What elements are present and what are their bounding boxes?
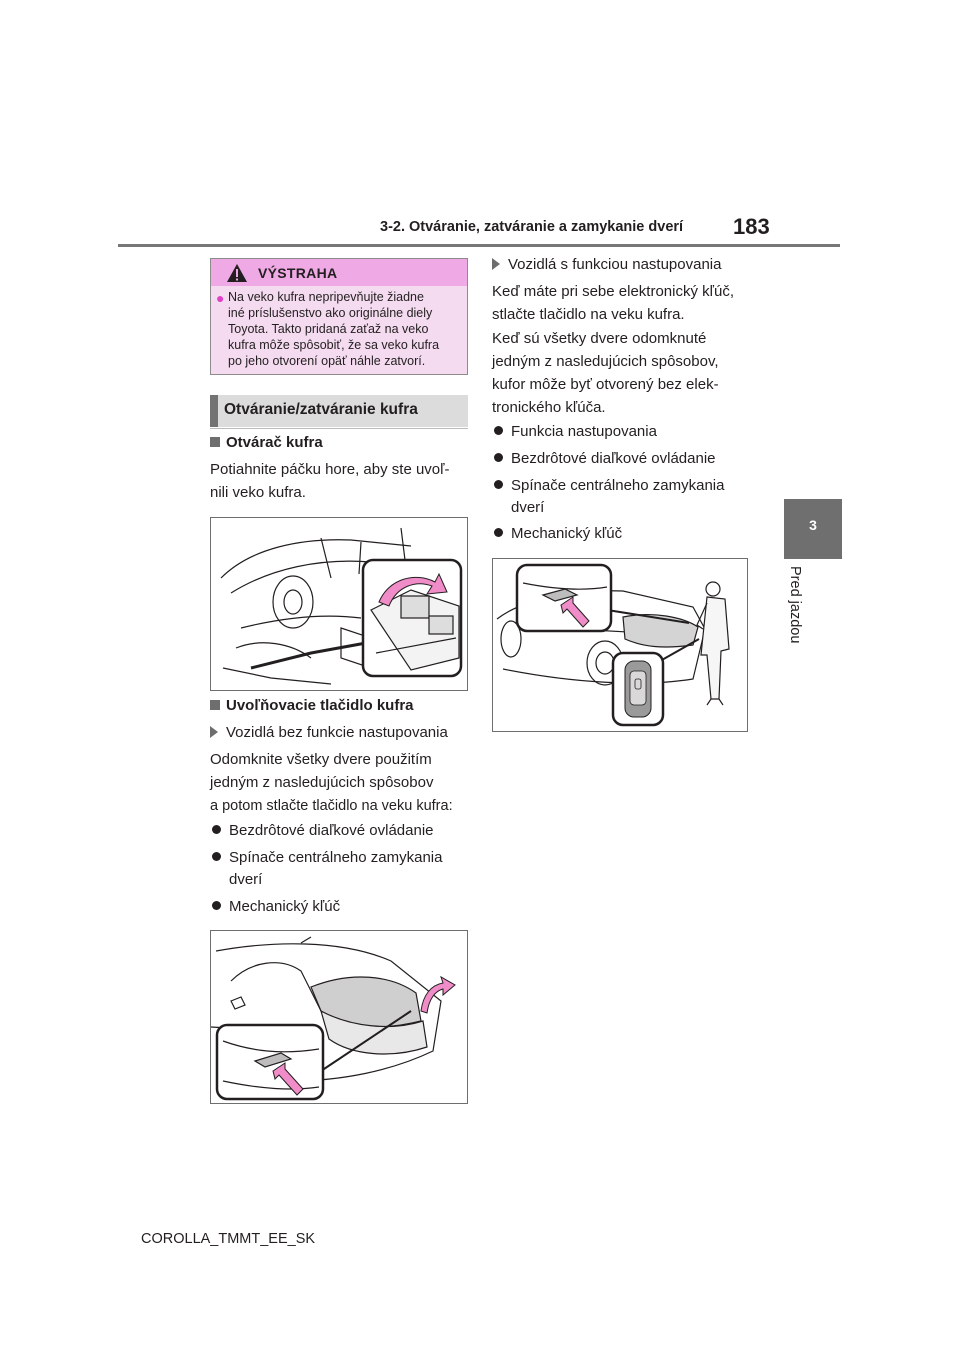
figure-trunk-opener bbox=[210, 517, 468, 691]
with-entry-text-line: jedným z nasledujúcich spôsobov, bbox=[492, 353, 719, 370]
list-item: Spínače centrálneho zamykania bbox=[494, 475, 724, 497]
section-breadcrumb: 3-2. Otváranie, zatváranie a zamykanie dverí bbox=[380, 219, 684, 235]
square-bullet-icon bbox=[210, 700, 220, 710]
no-entry-subheading: Vozidlá bez funkcie nastupovania bbox=[210, 722, 448, 744]
no-entry-text-line: jedným z nasledujúcich spôsobov bbox=[210, 774, 434, 791]
figure-trunk-button bbox=[210, 930, 468, 1104]
list-item: Bezdrôtové diaľkové ovládanie bbox=[212, 820, 434, 842]
list-item: Funkcia nastupovania bbox=[494, 421, 657, 443]
warning-bullet-icon: ● bbox=[216, 290, 225, 306]
section-title: Otváranie/zatváranie kufra bbox=[224, 401, 418, 418]
with-entry-text-line: tronického kľúča. bbox=[492, 399, 606, 416]
chapter-tab-label: Pred jazdou bbox=[787, 566, 803, 644]
triangle-bullet-icon bbox=[492, 258, 500, 270]
chapter-tab-number: 3 bbox=[809, 517, 817, 533]
section-divider bbox=[210, 428, 468, 429]
bullet-dot-icon bbox=[494, 480, 503, 489]
with-entry-text-line: kufor môže byť otvorený bez elek- bbox=[492, 376, 719, 393]
bullet-dot-icon bbox=[494, 453, 503, 462]
list-item: Spínače centrálneho zamykania bbox=[212, 847, 442, 869]
bullet-dot-icon bbox=[494, 426, 503, 435]
list-item: Mechanický kľúč bbox=[212, 896, 340, 918]
with-entry-text-line: Keď máte pri sebe elektronický kľúč, bbox=[492, 283, 735, 300]
with-entry-text-line: stlačte tlačidlo na veku kufra. bbox=[492, 306, 685, 323]
warning-header bbox=[211, 259, 467, 286]
list-item-continuation: dverí bbox=[511, 499, 545, 516]
list-item: Mechanický kľúč bbox=[494, 523, 622, 545]
no-entry-text-line: Odomknite všetky dvere použitím bbox=[210, 751, 432, 768]
opener-heading: Otvárač kufra bbox=[210, 432, 323, 454]
list-item-continuation: dverí bbox=[229, 871, 263, 888]
bullet-dot-icon bbox=[212, 852, 221, 861]
release-heading: Uvoľňovacie tlačidlo kufra bbox=[210, 695, 414, 717]
list-item: Bezdrôtové diaľkové ovládanie bbox=[494, 448, 716, 470]
triangle-bullet-icon bbox=[210, 726, 218, 738]
with-entry-text-line: Keď sú všetky dvere odomknuté bbox=[492, 330, 707, 347]
warning-triangle-icon bbox=[226, 263, 248, 283]
section-heading-bar bbox=[210, 395, 218, 427]
warning-text: Na veko kufra nepripevňujte žiadne iné príslušenstvo ako originálne diely Toyota. Takto pridaná zaťaž na veko kufra môže spôsobiť, že sa veko kufra po jeho otvorení opäť náhle zatvorí. bbox=[228, 290, 440, 368]
header-divider bbox=[118, 244, 840, 247]
page-number: 183 bbox=[733, 214, 770, 239]
warning-title: VÝSTRAHA bbox=[258, 265, 338, 281]
opener-text-line: Potiahnite páčku hore, aby ste uvoľ- bbox=[210, 461, 450, 478]
model-code: COROLLA_TMMT_EE_SK bbox=[141, 1231, 316, 1247]
bullet-dot-icon bbox=[212, 825, 221, 834]
square-bullet-icon bbox=[210, 437, 220, 447]
bullet-dot-icon bbox=[212, 901, 221, 910]
no-entry-text-line: a potom stlačte tlačidlo na veku kufra: bbox=[210, 798, 453, 814]
with-entry-subheading: Vozidlá s funkciou nastupovania bbox=[492, 254, 721, 276]
opener-text-line: nili veko kufra. bbox=[210, 484, 306, 501]
figure-smart-key-trunk bbox=[492, 558, 748, 732]
bullet-dot-icon bbox=[494, 528, 503, 537]
